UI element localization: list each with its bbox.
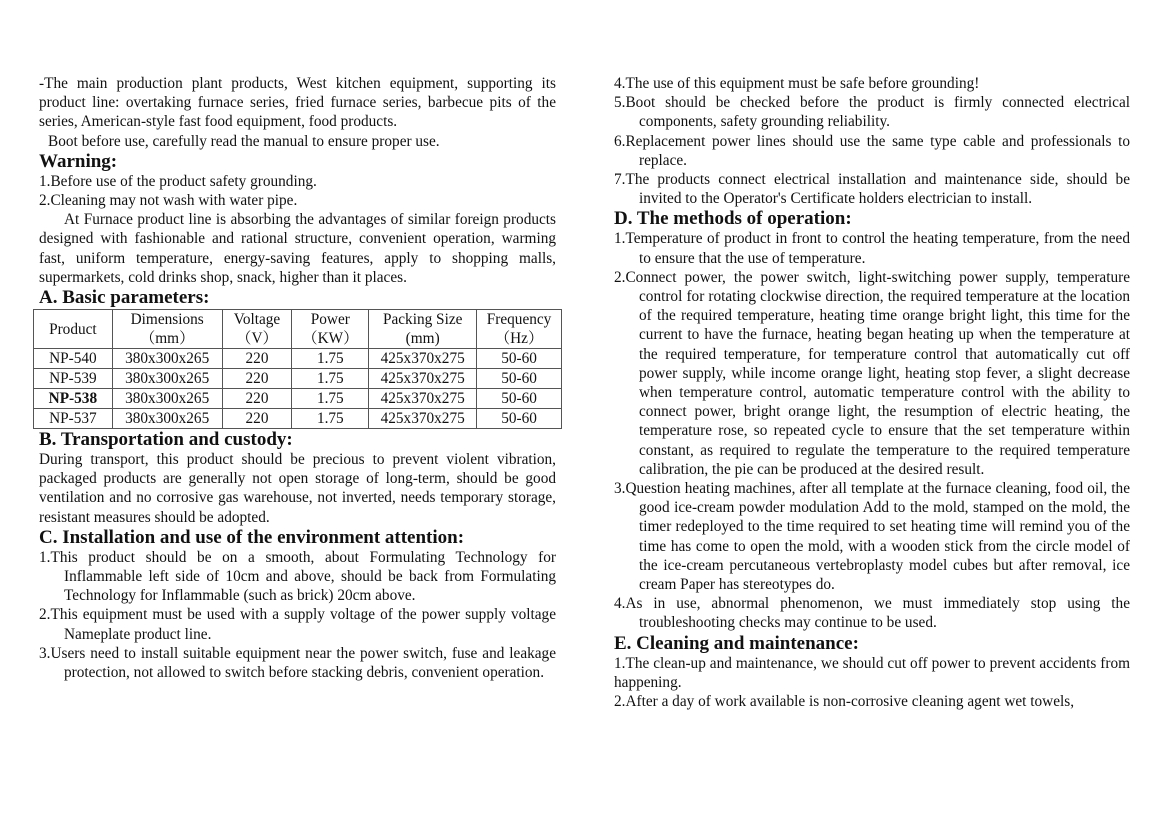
basic-parameters-table [33,309,562,429]
cell-packing-size: 425x370x275 [369,389,477,409]
cell-frequency: 50-60 [477,369,562,389]
section-d-item: 3.Question heating machines, after all template at the furnace cleaning, food oil, the good ice-cream powder modulation Add to the mold, stamped on the mold, the timer redeployed to the time required to set heating time will remind you of the time has come to open the mold, with a wooden stick from the circle model of the ice-cream percutaneous vertebroplasty model cubes but after removal, ice cream Paper has stereotypes do. [614,480,1130,594]
table-row [34,369,562,389]
section-c-item: 3.Users need to install suitable equipment near the power switch, fuse and leakage protection, not allowed to switch before stacking debris, convenient operation. [39,644,556,682]
header-frequency: Frequency （Hz） [477,310,562,349]
header-packing-size: Packing Size (mm) [369,310,477,349]
section-c-item: 4.The use of this equipment must be safe before grounding! [614,75,980,92]
section-b-text: During transport, this product should be precious to prevent violent vibration, packaged products are generally not open storage of long-term, should be good ventilation and no corrosive gas warehouse, not inverted, needs temporary storage, resistant measures should be adopted. [39,451,556,526]
header-dimensions: Dimensions （mm） [112,310,222,349]
table-row [34,349,562,369]
cell-dimensions: 380x300x265 [112,389,222,409]
warning-heading: Warning: [39,150,118,172]
right-column [614,74,1130,711]
section-d-item: 4.As in use, abnormal phenomenon, we must immediately stop using the troubleshooting checks may continue to be used. [614,595,1130,632]
header-voltage: Voltage （V） [222,310,292,349]
cell-frequency: 50-60 [477,389,562,409]
cell-voltage: 220 [222,389,292,409]
section-c-item: 5.Boot should be checked before the product is firmly connected electrical components, safety grounding reliability. [614,94,1130,131]
left-column [39,74,556,682]
table-row [34,409,562,429]
section-a-heading: A. Basic parameters: [39,287,210,309]
cell-power: 1.75 [292,409,369,429]
section-d-item: 2.Connect power, the power switch, light-switching power supply, temperature control for rotating clockwise direction, the required temperature at the location of the required temperature, heating time orange bright light, this time for the current to have the furnace, heating began heating up when the temperature at the required temperature, for temperature control that automatically cut off power supply, while income orange light, heating stop fever, a slight decrease when temperature control, automatic temperature control with the ability to connect power, bright orange light, the resumption of electric heating, the temperature rose, so repeated cycle to ensure that the set temperature within constant, as required to regulate the temperature to the required temperature calibration, the pie can be produced at the desired result. [614,268,1130,478]
product-paragraph: At Furnace product line is absorbing the advantages of similar foreign products designed with fashionable and rational structure, convenient operation, warming fast, uniform temperature, energy-saving features, apply to shopping malls, supermarkets, cold drinks shop, snack, higher than it places. [39,211,556,286]
cell-product: NP-538 [34,389,113,409]
header-power: Power （KW） [292,310,369,349]
cell-product: NP-540 [34,349,113,369]
table-header-row [34,310,562,349]
cell-product: NP-537 [34,409,113,429]
cell-dimensions: 380x300x265 [112,369,222,389]
warning-item: 2.Cleaning may not wash with water pipe. [39,192,298,210]
table-row [34,389,562,409]
warning-item: 1.Before use of the product safety grounding. [39,172,317,190]
cell-voltage: 220 [222,349,292,369]
cell-frequency: 50-60 [477,349,562,369]
section-e-heading: E. Cleaning and maintenance: [614,632,859,654]
section-e-item: 2.After a day of work available is non-corrosive cleaning agent wet towels, [614,693,1075,711]
cell-product: NP-539 [34,369,113,389]
section-e-item: 1.The clean-up and maintenance, we should cut off power to prevent accidents from happening. [614,654,1130,691]
section-d-heading: D. The methods of operation: [614,208,852,230]
cell-frequency: 50-60 [477,409,562,429]
cell-power: 1.75 [292,349,369,369]
section-d-item: 1.Temperature of product in front to control the heating temperature, from the need to ensure that the use of temperature. [614,230,1130,267]
section-b-heading: B. Transportation and custody: [39,429,293,451]
cell-power: 1.75 [292,389,369,409]
cell-packing-size: 425x370x275 [369,369,477,389]
cell-dimensions: 380x300x265 [112,349,222,369]
cell-power: 1.75 [292,369,369,389]
section-c-item: 6.Replacement power lines should use the same type cable and professionals to replace. [614,132,1130,169]
header-product: Product [34,310,113,349]
boot-note: Boot before use, carefully read the manual to ensure proper use. [48,132,440,150]
intro-paragraph: -The main production plant products, West kitchen equipment, supporting its product line: overtaking furnace series, fried furnace series, barbecue pits of the series, American-style fast food equipment, food products. [39,75,556,131]
section-c-item: 7.The products connect electrical installation and maintenance side, should be invited to the Operator's Certificate holders electrician to install. [614,171,1130,208]
cell-voltage: 220 [222,369,292,389]
section-c-item: 1.This product should be on a smooth, about Formulating Technology for Inflammable left side of 10cm and above, should be back from Formulating Technology for Inflammable (such as brick) 20cm above. [39,548,556,605]
section-c-item: 2.This equipment must be used with a supply voltage of the power supply voltage Nameplate product line. [39,606,556,643]
cell-packing-size: 425x370x275 [369,409,477,429]
cell-voltage: 220 [222,409,292,429]
section-c-heading: C. Installation and use of the environment attention: [39,526,465,548]
cell-dimensions: 380x300x265 [112,409,222,429]
cell-packing-size: 425x370x275 [369,349,477,369]
